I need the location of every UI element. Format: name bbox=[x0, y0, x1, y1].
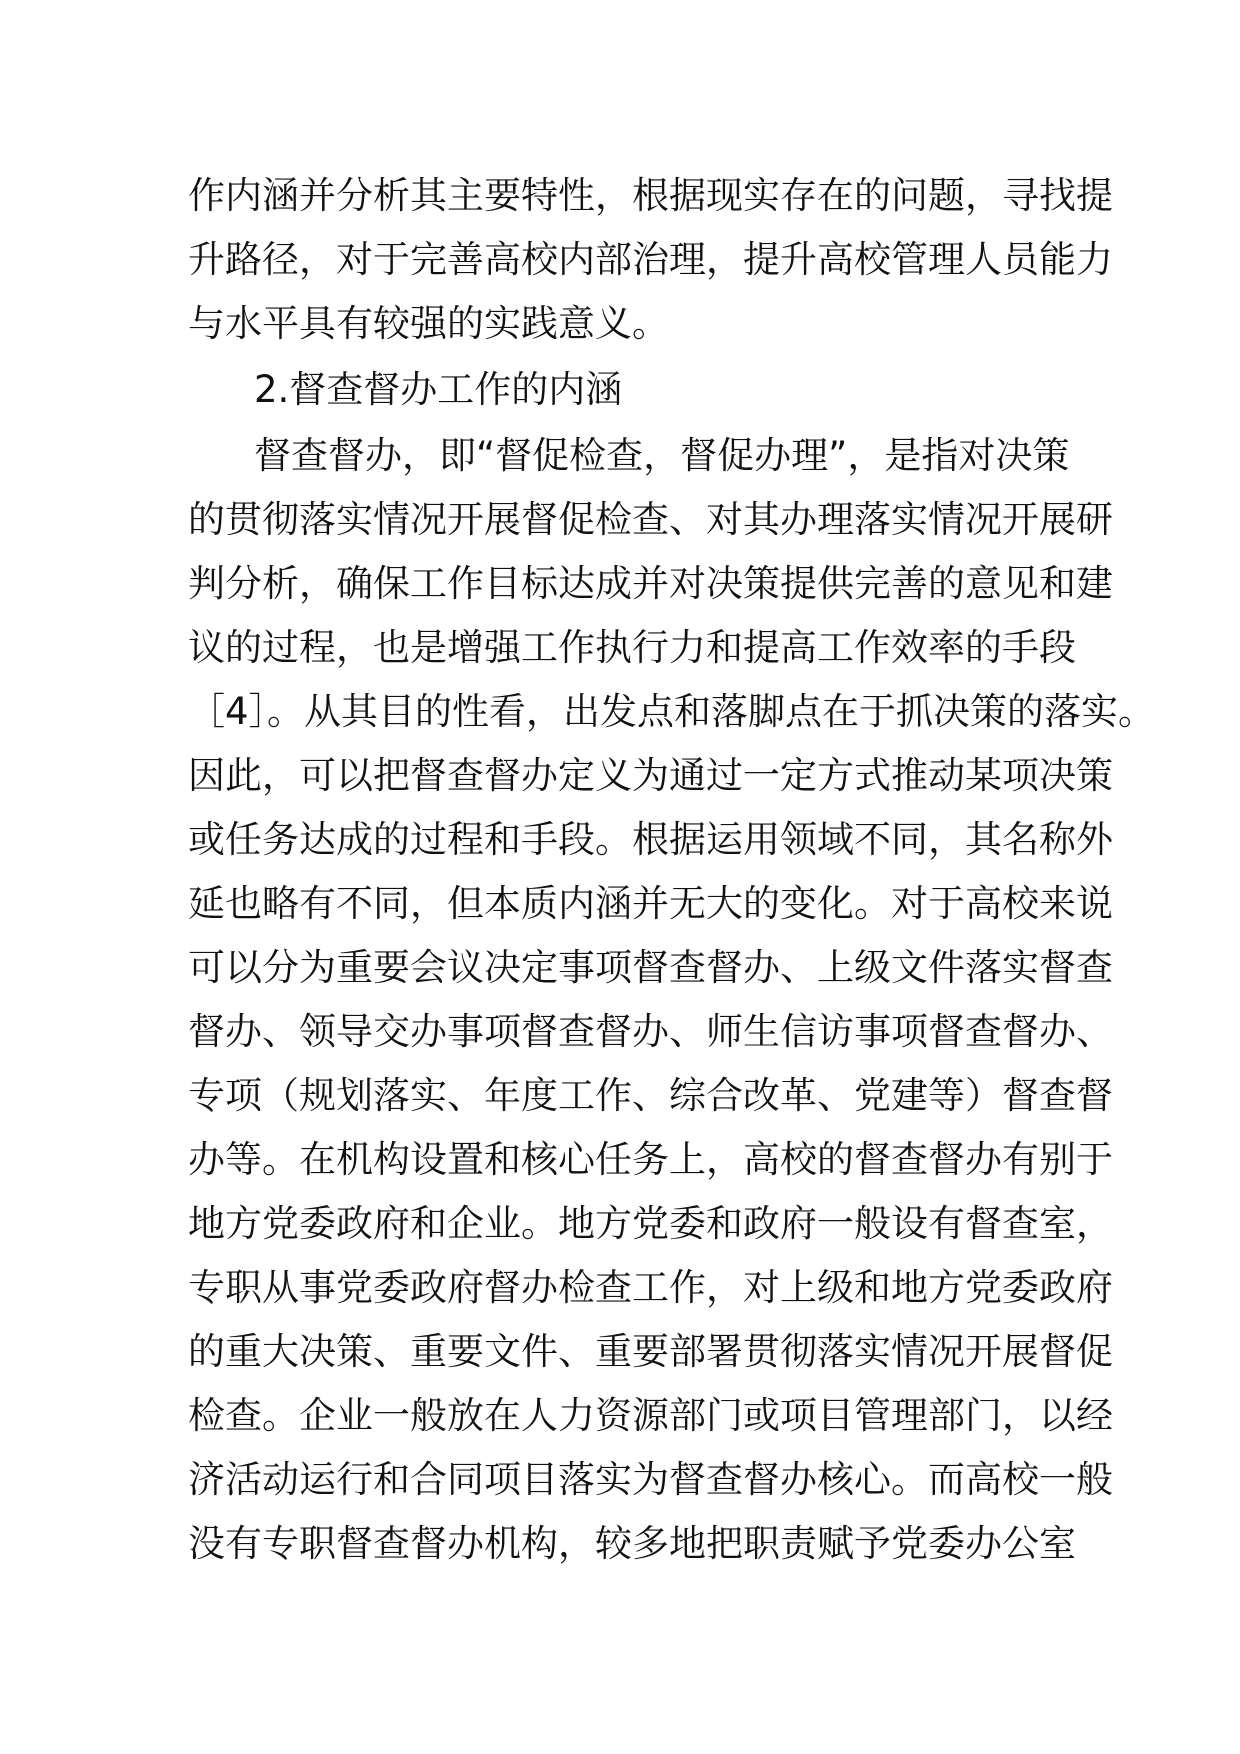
text-line: 地方党委政府和企业。地方党委和政府一般设有督查室， bbox=[188, 1202, 1113, 1245]
text-line: 济活动运行和合同项目落实为督查督办核心。而高校一般 bbox=[188, 1458, 1113, 1501]
text-line: 检查。企业一般放在人力资源部门或项目管理部门，以经 bbox=[188, 1394, 1113, 1437]
section-heading: 2.督查督办工作的内涵 bbox=[254, 368, 623, 411]
text-line: 延也略有不同，但本质内涵并无大的变化。对于高校来说 bbox=[188, 882, 1113, 925]
text-line: 可以分为重要会议决定事项督查督办、上级文件落实督查 bbox=[188, 946, 1113, 989]
text-line: 议的过程，也是增强工作执行力和提高工作效率的手段 bbox=[188, 626, 1076, 669]
text-line: 专职从事党委政府督办检查工作，对上级和地方党委政府 bbox=[188, 1266, 1113, 1309]
text-line: ［4］。从其目的性看，出发点和落脚点在于抓决策的落实。 bbox=[188, 690, 1156, 733]
text-line: 或任务达成的过程和手段。根据运用领域不同，其名称外 bbox=[188, 818, 1113, 861]
text-line: 升路径，对于完善高校内部治理，提升高校管理人员能力 bbox=[188, 238, 1113, 281]
text-line: 专项（规划落实、年度工作、综合改革、党建等）督查督 bbox=[188, 1074, 1113, 1117]
text-line: 与水平具有较强的实践意义。 bbox=[188, 302, 669, 345]
text-line: 办等。在机构设置和核心任务上，高校的督查督办有别于 bbox=[188, 1138, 1113, 1181]
text-line: 因此，可以把督查督办定义为通过一定方式推动某项决策 bbox=[188, 754, 1113, 797]
text-line: 作内涵并分析其主要特性，根据现实存在的问题，寻找提 bbox=[188, 174, 1113, 217]
text-line: 督办、领导交办事项督查督办、师生信访事项督查督办、 bbox=[188, 1010, 1113, 1053]
text-line: 的贯彻落实情况开展督促检查、对其办理落实情况开展研 bbox=[188, 498, 1113, 541]
text-line: 的重大决策、重要文件、重要部署贯彻落实情况开展督促 bbox=[188, 1330, 1113, 1373]
text-line: 判分析，确保工作目标达成并对决策提供完善的意见和建 bbox=[188, 562, 1113, 605]
text-line: 没有专职督查督办机构，较多地把职责赋予党委办公室 bbox=[188, 1522, 1076, 1565]
text-line: 督查督办，即“督促检查，督促办理”，是指对决策 bbox=[254, 434, 1070, 477]
